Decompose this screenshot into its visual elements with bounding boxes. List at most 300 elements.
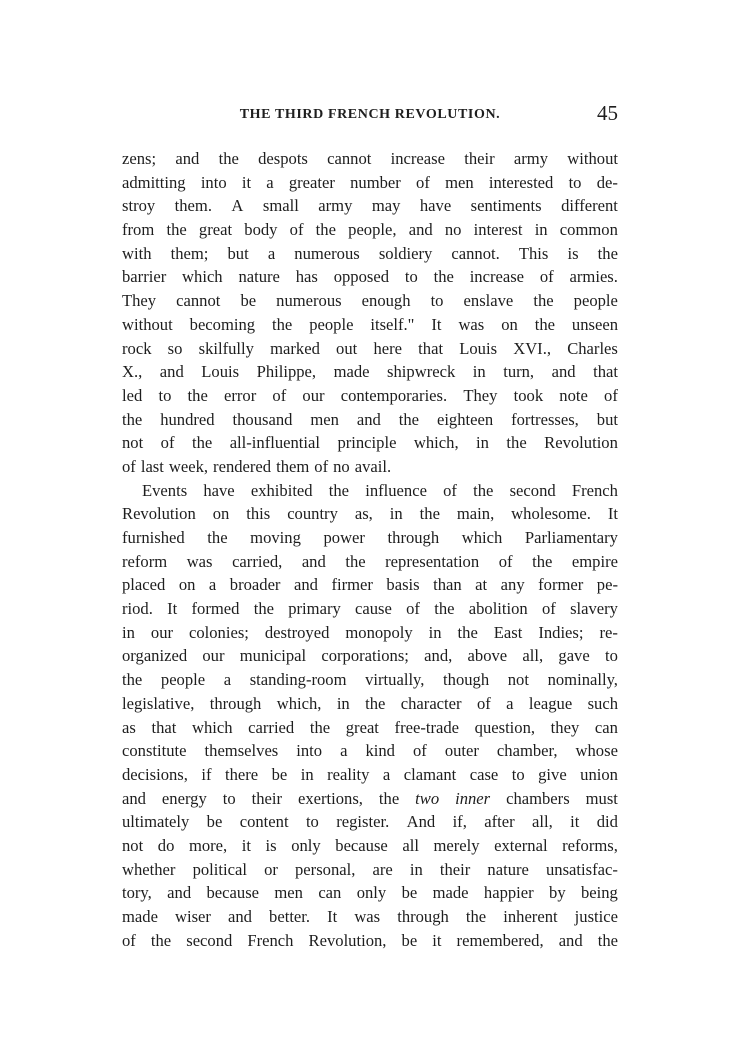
word: enough (361, 291, 411, 311)
word: wholesome. (511, 504, 591, 524)
text-line (122, 337, 618, 361)
word: with (122, 243, 152, 263)
word: error (224, 385, 257, 405)
word: their (251, 788, 283, 808)
word: at (475, 575, 488, 595)
word: representation (385, 551, 480, 571)
word: hundred (160, 409, 215, 429)
word: content (239, 812, 289, 832)
word: broader (229, 575, 281, 595)
word: all (402, 835, 419, 855)
word: the (122, 409, 143, 429)
word: the (122, 670, 143, 690)
word: into (200, 172, 227, 192)
word: be (401, 930, 418, 950)
word: the (309, 717, 331, 737)
word: monopoly (345, 622, 413, 642)
word: in (409, 859, 423, 879)
word: to (568, 172, 582, 192)
word: the (166, 220, 187, 240)
word: but (596, 409, 618, 429)
word: free-trade (394, 717, 460, 737)
text-line (122, 289, 618, 313)
word: to (511, 764, 525, 784)
word: and (175, 149, 200, 168)
word: army (318, 196, 353, 216)
word: without (122, 314, 173, 334)
word: the (315, 220, 336, 240)
word: and (228, 907, 252, 926)
word: happier (483, 883, 534, 903)
word: not (507, 670, 529, 690)
word: give (538, 764, 567, 784)
word: as, (354, 504, 373, 524)
text-line (122, 265, 618, 289)
word: and (558, 930, 583, 950)
text-line (122, 431, 618, 455)
word: of (406, 599, 420, 619)
word: into (296, 741, 323, 761)
word: in (336, 693, 350, 713)
word: two (415, 788, 440, 808)
word: not (122, 433, 144, 453)
word: the (378, 788, 400, 808)
word: empire (571, 551, 618, 571)
word: on (501, 314, 518, 334)
word: And (406, 812, 436, 832)
word: union (580, 764, 618, 784)
text-line (122, 147, 618, 171)
word: our (150, 622, 174, 642)
word: from (122, 220, 155, 240)
word: note (559, 385, 588, 405)
word: second (186, 930, 233, 950)
word: people (309, 314, 354, 334)
word: character (400, 693, 462, 713)
text-line (122, 716, 618, 740)
word: formed (191, 599, 240, 619)
word: country (287, 504, 338, 524)
word: the (465, 907, 487, 926)
word: body (244, 220, 278, 240)
text-line (122, 502, 618, 526)
text-line (122, 526, 618, 550)
word: This (518, 243, 549, 263)
word: French (247, 930, 294, 950)
word: because (206, 883, 260, 903)
word: which, (413, 433, 459, 453)
word: reality (327, 764, 370, 784)
word: contemporaries. (340, 385, 448, 405)
word: of (122, 930, 136, 950)
word: took (513, 385, 544, 405)
word: of (604, 385, 618, 405)
word: them; (170, 243, 209, 263)
word: made (122, 907, 158, 926)
word: cause (355, 599, 392, 619)
text-line (122, 313, 618, 337)
word: clamant (403, 764, 457, 784)
word: and (159, 362, 184, 382)
word: inherent (503, 907, 558, 926)
page-header (122, 101, 618, 128)
running-head: THE THIRD FRENCH REVOLUTION. (239, 107, 501, 122)
word: in (534, 220, 548, 240)
word: whose (575, 741, 618, 761)
word: organized (122, 646, 188, 666)
word: are (372, 859, 393, 879)
word: avail. (354, 456, 392, 476)
word: but (227, 243, 249, 263)
word: political (192, 859, 247, 879)
word: by (549, 883, 566, 903)
word: being (580, 883, 618, 903)
word: their (464, 149, 495, 168)
word: opposed (333, 267, 389, 287)
text-line (122, 597, 618, 621)
word: second (509, 480, 556, 500)
word: exhibited (250, 480, 313, 500)
word: carried, (232, 551, 283, 571)
word: of (412, 741, 427, 761)
word: have (203, 480, 235, 500)
word: to (404, 267, 418, 287)
word: armies. (569, 267, 618, 287)
word: wiser (175, 907, 211, 926)
word: though (443, 670, 490, 690)
word: common (559, 220, 618, 240)
word: to (158, 385, 172, 405)
word: was (186, 551, 213, 571)
word: of (498, 551, 513, 571)
word: be (206, 812, 223, 832)
word: the (398, 409, 420, 429)
word: no (444, 220, 462, 240)
word: the (534, 314, 555, 334)
word: men (274, 883, 303, 903)
word: municipal (239, 646, 307, 666)
word: the (457, 622, 478, 642)
text-line (122, 360, 618, 384)
word: the (207, 528, 228, 547)
word: fortresses, (511, 409, 579, 429)
word: army (513, 149, 549, 168)
word: can (594, 717, 618, 737)
word: through (397, 907, 449, 926)
word: Louis (201, 362, 240, 382)
word: French (571, 480, 618, 500)
page-number: 45 (597, 101, 618, 125)
word: personal, (295, 859, 356, 879)
text-line (122, 479, 618, 503)
word: Charles (567, 338, 618, 358)
word: turn, (503, 362, 535, 382)
word: the (272, 314, 293, 334)
word: ultimately (122, 812, 190, 832)
word: destroyed (264, 622, 330, 642)
word: register. (336, 812, 390, 832)
word: corporations; (321, 646, 409, 666)
word: they (550, 717, 580, 737)
word: may (371, 196, 401, 216)
word: barrier (122, 267, 167, 287)
word: more, (188, 835, 228, 855)
word: outer (444, 741, 479, 761)
body-text (122, 147, 618, 952)
word: of (416, 172, 430, 192)
word: through (387, 528, 440, 547)
text-line (122, 763, 618, 787)
word: a (266, 172, 274, 192)
word: energy (161, 788, 207, 808)
text-line (122, 905, 618, 929)
word: it (241, 835, 251, 855)
word: made (333, 362, 370, 382)
word: the (597, 930, 618, 950)
word: power (323, 528, 365, 547)
word: a (267, 243, 276, 263)
word: sentiments (470, 196, 542, 216)
word: all, (532, 812, 553, 832)
word: all, (522, 646, 544, 666)
word: zens; (122, 149, 157, 168)
word: riod. (122, 599, 153, 619)
word: the (419, 504, 440, 524)
word: rock (122, 338, 152, 358)
word: and (301, 551, 326, 571)
word: that (593, 362, 618, 382)
word: be (240, 291, 257, 311)
word: of (272, 385, 287, 405)
word: the (532, 551, 553, 571)
word: virtually, (365, 670, 425, 690)
word: justice (574, 907, 618, 926)
word: rendered (213, 456, 272, 476)
word: tory, (122, 883, 152, 903)
word: unsatisfac- (546, 859, 618, 879)
word: on (178, 575, 196, 595)
word: here (373, 338, 402, 358)
word: the (218, 149, 239, 168)
word: former (538, 575, 584, 595)
word: different (561, 196, 618, 216)
text-line (122, 881, 618, 905)
word: becoming (189, 314, 256, 334)
word: men (445, 172, 474, 192)
word: They (463, 385, 498, 405)
word: They (122, 291, 157, 311)
word: in (300, 764, 314, 784)
word: which, (276, 693, 322, 713)
word: league (528, 693, 573, 713)
word: did (596, 812, 618, 832)
word: chamber, (496, 741, 558, 761)
text-line (122, 692, 618, 716)
text-line (122, 787, 618, 811)
text-line (122, 408, 618, 432)
word: be (401, 883, 418, 903)
word: despots (258, 149, 308, 168)
word: gave (558, 646, 590, 666)
text-line (122, 858, 618, 882)
word: shipwreck (387, 362, 456, 382)
word: merely (433, 835, 480, 855)
word: was (354, 907, 381, 926)
word: nominally, (547, 670, 618, 690)
word: only (291, 835, 321, 855)
word: through (209, 693, 262, 713)
word: men (310, 409, 339, 429)
text-line (122, 739, 618, 763)
word: question, (474, 717, 536, 737)
word: out (336, 338, 358, 358)
word: constitute (122, 741, 187, 761)
word: Philippe, (256, 362, 317, 382)
word: cannot (327, 149, 372, 168)
word: our (202, 646, 225, 666)
word: is (265, 835, 277, 855)
word: all-influential (229, 433, 320, 453)
word: the (506, 433, 527, 453)
word: so (167, 338, 183, 358)
word: great (345, 717, 379, 737)
word: cannot (176, 291, 221, 311)
word: XVI., (513, 338, 552, 358)
word: if (201, 764, 212, 784)
text-line (122, 668, 618, 692)
word: of (122, 456, 136, 476)
word: thousand (232, 409, 293, 429)
word: it (241, 172, 252, 192)
word: and (293, 575, 318, 595)
word: influence (365, 480, 427, 500)
word: marked (270, 338, 320, 358)
word: It (607, 504, 618, 524)
word: slavery (570, 599, 618, 619)
word: our (302, 385, 325, 405)
word: Revolution (122, 504, 196, 524)
word: decisions, (122, 764, 188, 784)
word: unseen (571, 314, 618, 334)
word: nature (238, 267, 280, 287)
word: stroy (122, 196, 156, 216)
word: interested (488, 172, 554, 192)
word: that (151, 717, 177, 737)
word: case (469, 764, 499, 784)
text-line (122, 929, 618, 953)
word: week, (168, 456, 209, 476)
word: on (212, 504, 230, 524)
word: primary (288, 599, 341, 619)
word: reform (122, 551, 168, 571)
word: the (473, 480, 494, 500)
word: enslave (463, 291, 514, 311)
word: and (167, 883, 192, 903)
word: do (157, 835, 175, 855)
word: if, (452, 812, 467, 832)
word: the (191, 433, 213, 453)
word: pe- (596, 575, 618, 595)
word: firmer (331, 575, 373, 595)
word: in (476, 433, 489, 453)
word: numerous (276, 291, 342, 311)
word: have (419, 196, 452, 216)
word: people (160, 670, 206, 690)
word: Parliamentary (524, 528, 618, 547)
word: the (187, 385, 208, 405)
word: Revolution (544, 433, 618, 453)
word: better. (269, 907, 311, 926)
word: increase (390, 149, 445, 168)
word: of (289, 220, 304, 240)
word: of (314, 456, 329, 476)
word: made (432, 883, 469, 903)
word: not (122, 835, 144, 855)
word: to (604, 646, 618, 666)
word: the (150, 930, 172, 950)
word: de- (596, 172, 618, 192)
word: Revolution, (308, 930, 387, 950)
word: skilfully (198, 338, 254, 358)
word: and (408, 220, 433, 240)
text-line (122, 218, 618, 242)
word: It (327, 907, 338, 926)
text-line (122, 242, 618, 266)
word: main, (456, 504, 495, 524)
word: be (271, 764, 288, 784)
word: the (597, 243, 618, 263)
word: them (276, 456, 310, 476)
word: of (443, 480, 457, 500)
word: their (439, 859, 471, 879)
word: the (434, 599, 455, 619)
word: any (500, 575, 525, 595)
word: this (246, 504, 271, 524)
word: is (567, 243, 579, 263)
word: it (570, 812, 580, 832)
text-line (122, 834, 618, 858)
word: increase (469, 267, 525, 287)
word: after (484, 812, 515, 832)
word: a (506, 693, 514, 713)
word: soldiery (378, 243, 433, 263)
word: carried (248, 717, 295, 737)
word: of (539, 267, 554, 287)
word: interest (473, 220, 523, 240)
word: and, (424, 646, 453, 666)
word: kind (365, 741, 395, 761)
word: great (198, 220, 233, 240)
word: standing-room (249, 670, 347, 690)
word: must (585, 788, 618, 808)
word: the (433, 267, 454, 287)
text-line (122, 621, 618, 645)
word: led (122, 385, 143, 405)
word: themselves (204, 741, 279, 761)
word: chambers (506, 788, 570, 808)
word: basis (386, 575, 420, 595)
word: people (573, 291, 618, 311)
word: there (224, 764, 259, 784)
word: the (345, 551, 366, 571)
word: it (432, 930, 442, 950)
word: only (356, 883, 387, 903)
word: Indies; (538, 622, 584, 642)
word: which (182, 267, 223, 287)
word: greater (288, 172, 335, 192)
word: which (191, 717, 233, 737)
text-line (122, 194, 618, 218)
